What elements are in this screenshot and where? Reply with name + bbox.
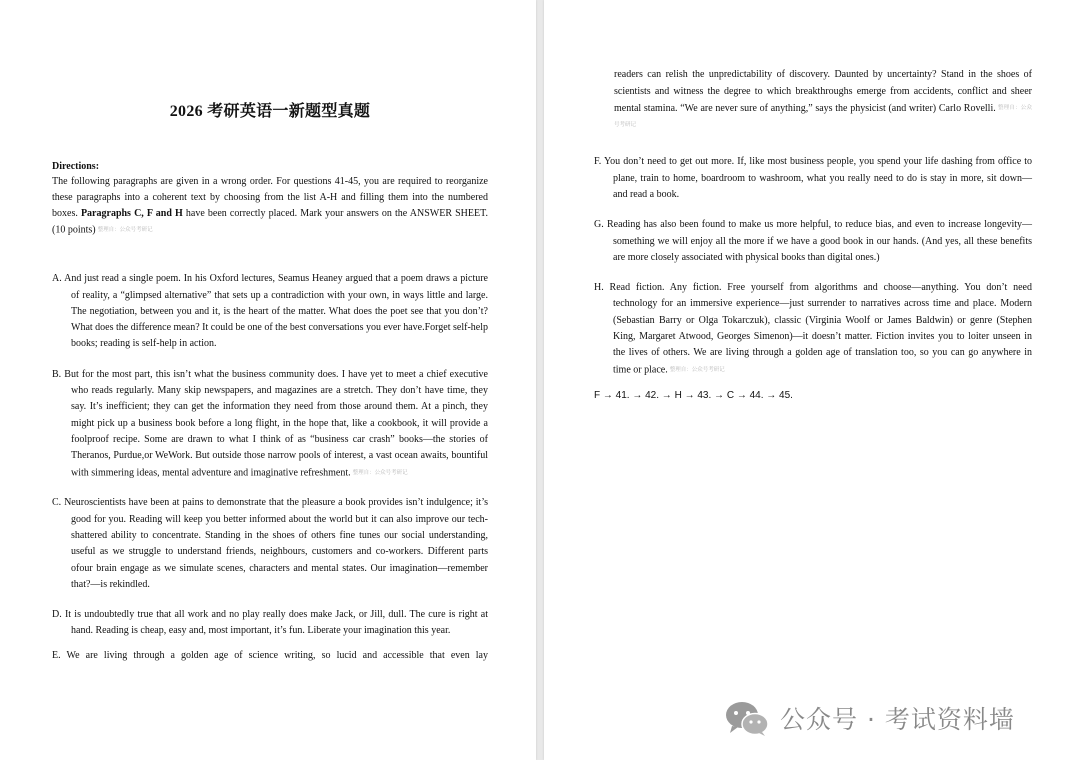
- paragraph-e-start: [52, 648, 488, 664]
- paragraph-a: [52, 271, 488, 352]
- directions-bold: Paragraphs C, F and H: [80, 208, 183, 219]
- inline-watermark: 整理自：公众号考研记: [97, 227, 153, 233]
- paragraph-e-start-text: E. We are living through a golden age of science writing, so lucid and accessible that even lay: [52, 649, 488, 661]
- paragraph-b-text: B. But for the most part, this isn’t what the business community does. I have yet to meet a chief executive who reads regularly. Many skip newspapers, and magazines are a stretch. They don’t have time, they say. It’s inefficient; they can get the information they need from those around them. At a pinch, they might pick up a business book before a long flight, in the hope that, like a cookbook, it will provide a foolproof recipe. Some are drawn to what I think of as “business car crash” books—the stories of Theranos, Purdue,or WeWork. But outside those narrow pools of interest, a vast ocean awaits, bountiful with simmering ideas, mental adventure and imaginative refreshment.: [52, 368, 488, 479]
- paragraph-h: [594, 280, 1032, 378]
- right-page: [544, 0, 1080, 760]
- paragraph-c: [52, 495, 488, 593]
- paragraph-d: [52, 607, 488, 640]
- directions-heading: Directions:: [52, 161, 100, 172]
- paragraph-f: [594, 154, 1032, 203]
- directions-text-1: The following paragraphs are given in a wrong order. For questions 41-45, you are required to reorganize these paragraphs into a coherent text by choosing from the list A-H and filling them into the numbered boxes.: [52, 176, 488, 219]
- inline-watermark: 整理自：公众号考研记: [669, 366, 725, 373]
- paragraph-h-text: H. Read fiction. Any fiction. Free yourself from algorithms and choose—anything. You don’t need technology for an immersive experience—just surrender to narratives across time and place. Modern (Sebastian Barry or Olga Tokarczuk), classic (Virginia Woolf or James Baldwin) or genre (Stephen King, Margaret Atwood, Georges Simenon)—it doesn’t matter. Fiction invites you to loiter unseen in the lives of others. We are living through a golden age of translation too, so you can go anywhere in time or place.: [594, 282, 1032, 376]
- paragraph-f-text: F. You don’t need to get out more. If, like most business people, you spend your life dashing from office to plane, train to home, boardroom to washroom, what you really need to do is stay in more, sit down—and read a book.: [594, 156, 1032, 200]
- paragraph-d-text: D. It is undoubtedly true that all work and no play really does make Jack, or Jill, dull. The cure is right at hand. Reading is cheap, easy and, most important, it’s fun. Liberate your imagination this year.: [52, 609, 488, 637]
- answer-sequence: F → 41. → 42. → H → 43. → C → 44. → 45.: [594, 390, 793, 402]
- directions-text-2: have been correctly placed. Mark your answers on the ANSWER SHEET. (10 points): [52, 208, 488, 236]
- footer-watermark: [724, 698, 1054, 738]
- paragraph-e-continued: [594, 66, 1032, 134]
- page-title: 2026 考研英语一新题型真题: [169, 103, 371, 120]
- left-page: [0, 0, 536, 760]
- footer-watermark-text: 公众号 · 考试资料墙: [780, 705, 1015, 734]
- wechat-icon: [724, 699, 770, 737]
- paragraph-e-cont-text: readers can relish the unpredictability of discovery. Daunted by uncertainty? Stand in the shoes of scientists and witness the degree to which breakthroughs emerge from accidents, conflict and sheer mental stamina. “We are never sure of anything,” says the physicist (and writer) Carlo Rovelli.: [614, 69, 1032, 114]
- paragraph-g: [594, 217, 1032, 266]
- inline-watermark: 整理自：公众号考研记: [614, 105, 1032, 129]
- paragraph-b: [52, 367, 488, 482]
- directions-text: [52, 174, 488, 238]
- paragraph-a-text: A. And just read a single poem. In his Oxford lectures, Seamus Heaney argued that a poem draws a picture of reality, a “glimpsed alternative” that sets up a contradiction with your own, in ways little and large. The negotiation, between you and it, is the heart of the matter. What does the poet see that you don’t? What does the difference mean? It could be one of the best conversations you ever have.Forget self-help books; reading is self-help in action.: [52, 273, 488, 350]
- paragraph-c-text: C. Neuroscientists have been at pains to demonstrate that the pleasure a book provides isn’t indulgence; it’s good for you. Reading will keep you better informed about the world but it can also improve our tech-shattered ability to concentrate. Standing in the shoes of others fine tunes our social understanding, useful as we struggle to understand friends, neighbours, customers and co-workers. Different parts ofour brain engage as we simulate scenes, characters and mental states. Our imagination—remember that?—is rekindled.: [52, 497, 488, 590]
- paragraph-g-text: G. Reading has also been found to make us more helpful, to reduce bias, and even to increase longevity—something we will enjoy all the more if we have a good book in our hands. (And yes, all these benefits are more closely associated with physical books than digital ones.): [594, 219, 1032, 263]
- inline-watermark: 整理自：公众号考研记: [352, 469, 408, 476]
